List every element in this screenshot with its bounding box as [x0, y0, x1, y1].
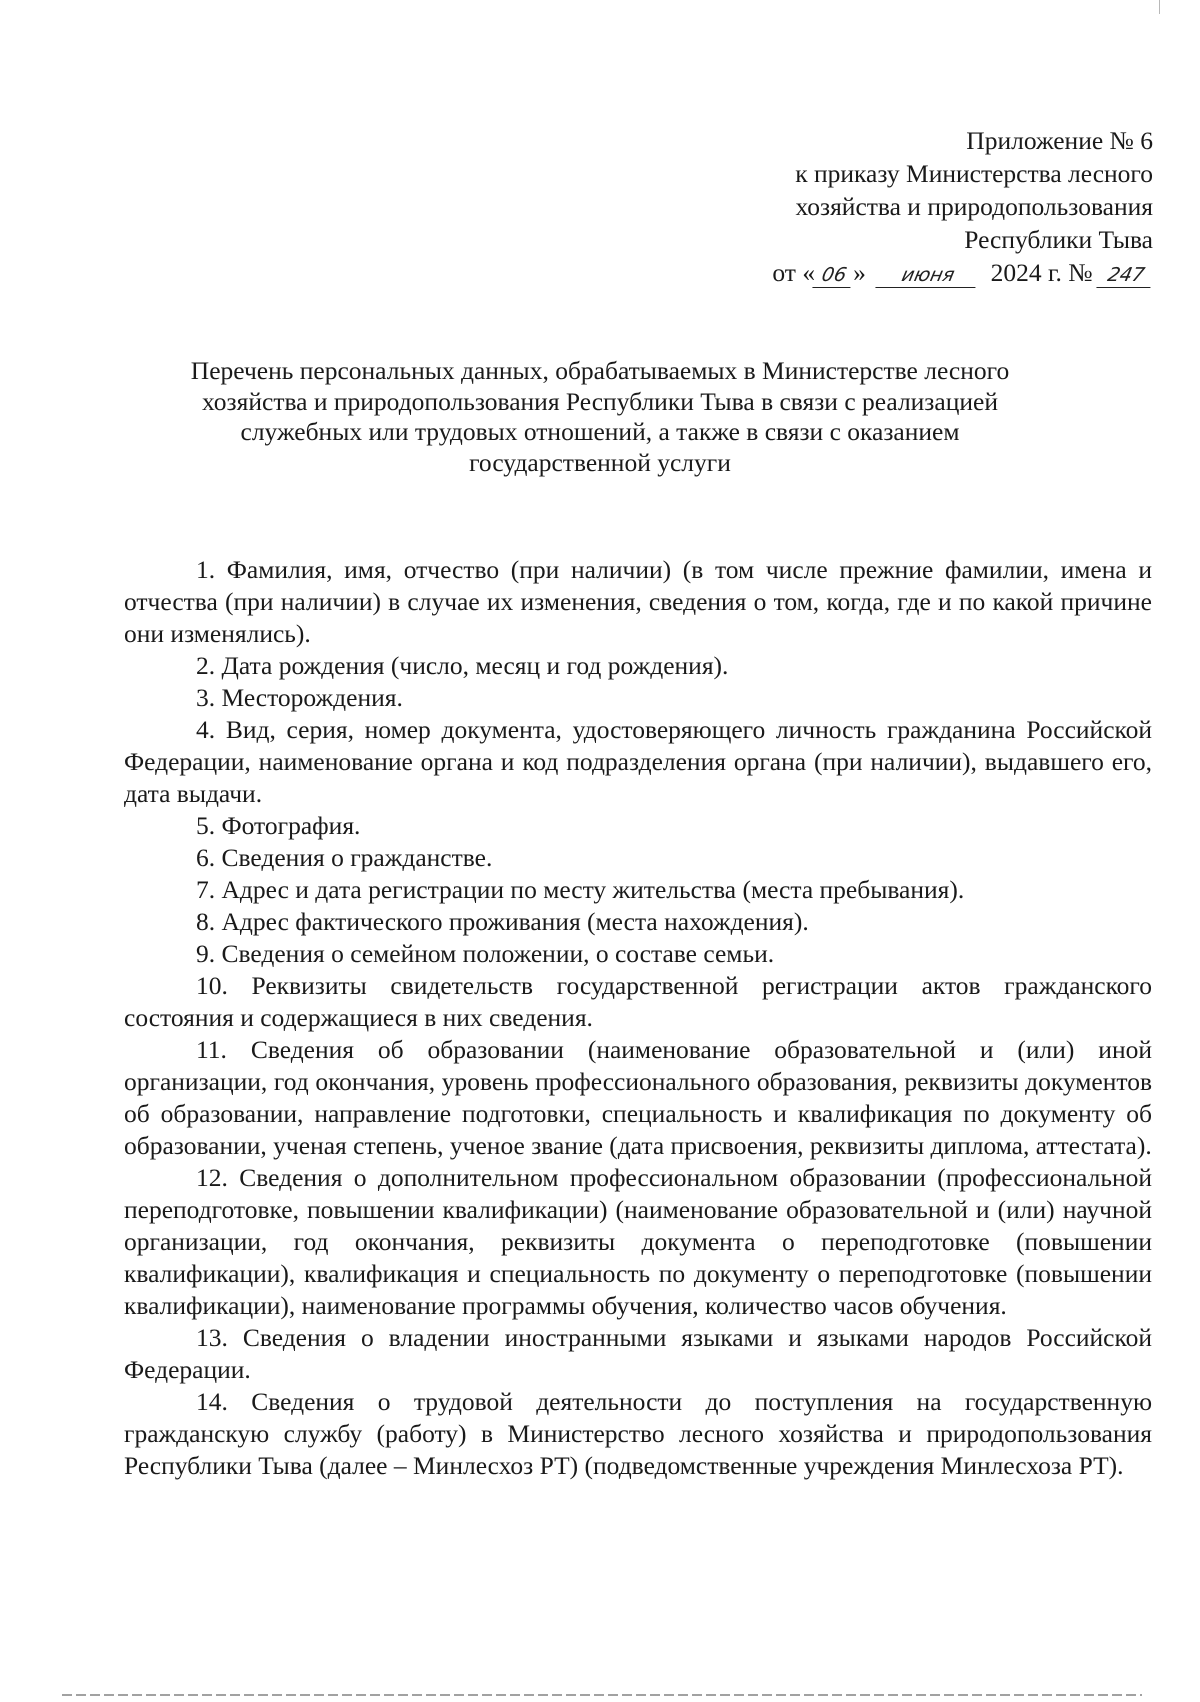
list-item: 11. Сведения об образовании (наименование образовательной и (или) иной организации, год окончания, уровень профессионального образования, реквизиты документов об образовании, направление подготовки, специальность и квалификация по документу об образовании, ученая степень, ученое звание (дата присвоения, реквизиты диплома, аттестата).	[124, 1035, 1152, 1160]
title-line-2: хозяйства и природопользования Республики Тыва в связи с реализацией	[202, 386, 998, 416]
list-item: 10. Реквизиты свидетельств государственной регистрации актов гражданского состояния и содержащиеся в них сведения.	[124, 971, 1152, 1032]
document-title	[130, 356, 1070, 478]
title-line-1: Перечень персональных данных, обрабатываемых в Министерстве лесного	[190, 356, 1010, 385]
list-item: 8. Адрес фактического проживания (места нахождения).	[196, 907, 809, 936]
annex-header	[713, 124, 1153, 289]
annex-number: Приложение № 6	[966, 126, 1153, 155]
title-line-3: служебных или трудовых отношений, а также в связи с оказанием	[240, 417, 960, 446]
date-mid: »	[853, 258, 873, 287]
annex-order-ref: к приказу Министерства лесного	[795, 159, 1153, 188]
annex-republic: Республики Тыва	[964, 225, 1153, 254]
list-item: 2. Дата рождения (число, месяц и год рождения).	[196, 651, 729, 680]
title-line-4: государственной услуги	[469, 447, 731, 477]
date-year: 2024 г. №	[984, 258, 1099, 287]
scan-edge-mark-bottom	[62, 1694, 1142, 1696]
handwritten-day: 06	[812, 263, 855, 288]
list-item: 7. Адрес и дата регистрации по месту жительства (места пребывания).	[196, 875, 965, 904]
list-item: 6. Сведения о гражданстве.	[196, 843, 493, 872]
annex-ministry: хозяйства и природопользования	[795, 192, 1153, 221]
handwritten-month: июня	[876, 263, 981, 288]
personal-data-list	[124, 554, 1152, 1482]
list-item: 3. Месторождения.	[196, 683, 403, 712]
list-item: 14. Сведения о трудовой деятельности до поступления на государственную гражданскую службу (работу) в Министерство лесного хозяйства и природопользования Республики Тыва (далее – Минлесхоз РТ) (подведомственные учреждения Минлесхоза РТ).	[124, 1387, 1152, 1480]
list-item: 5. Фотография.	[196, 811, 361, 840]
handwritten-order-number: 247	[1096, 263, 1155, 288]
date-prefix: от «	[772, 258, 816, 287]
list-item: 13. Сведения о владении иностранными языками и языками народов Российской Федерации.	[124, 1323, 1152, 1384]
annex-date-line	[713, 256, 1153, 289]
list-item: 4. Вид, серия, номер документа, удостоверяющего личность гражданина Российской Федерации, наименование органа и код подразделения органа (при наличии), выдавшего его, дата выдачи.	[124, 715, 1152, 808]
list-item: 12. Сведения о дополнительном профессиональном образовании (профессиональной переподготовке, повышении квалификации) (наименование образовательной и (или) научной организации, год окончания, реквизиты документа о переподготовке (повышении квалификации), квалификация и специальность по документу о переподготовке (повышении квалификации), наименование программы обучения, количество часов обучения.	[124, 1163, 1152, 1320]
list-item: 1. Фамилия, имя, отчество (при наличии) (в том числе прежние фамилии, имена и отчества (при наличии) в случае их изменения, сведения о том, когда, где и по какой причине они изменялись).	[124, 555, 1152, 648]
list-item: 9. Сведения о семейном положении, о составе семьи.	[196, 939, 775, 968]
scan-edge-mark-top	[1159, 0, 1160, 14]
